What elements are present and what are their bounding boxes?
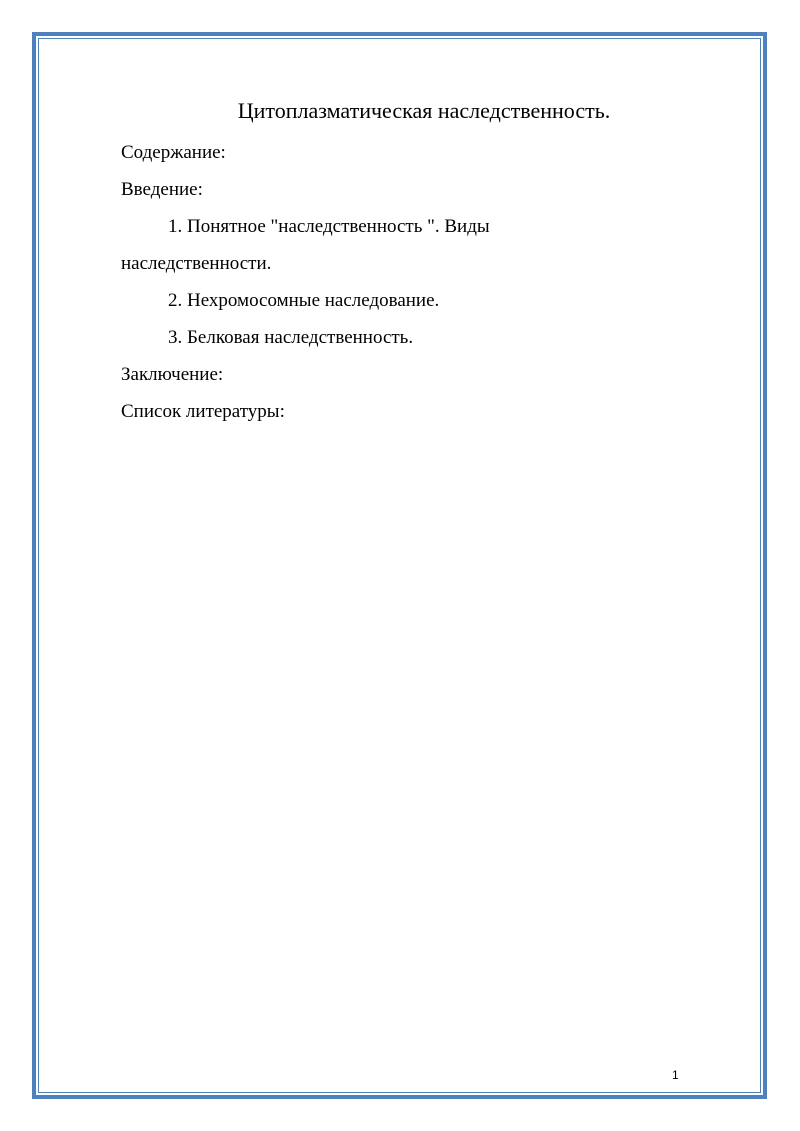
page-number: 1 — [672, 1068, 679, 1082]
contents-heading: Содержание: — [121, 142, 226, 163]
list-item-1-line-2: наследственности. — [121, 253, 272, 274]
list-item-1-line-1: 1. Понятное "наследственность ". Виды — [168, 216, 490, 237]
introduction-item: Введение: — [121, 179, 203, 200]
conclusion-item: Заключение: — [121, 364, 224, 385]
list-item-3: 3. Белковая наследственность. — [168, 327, 414, 348]
references-item: Список литературы: — [121, 401, 285, 422]
list-item-2: 2. Нехромосомные наследование. — [168, 290, 440, 311]
document-title: Цитоплазматическая наследственность. — [237, 98, 611, 123]
